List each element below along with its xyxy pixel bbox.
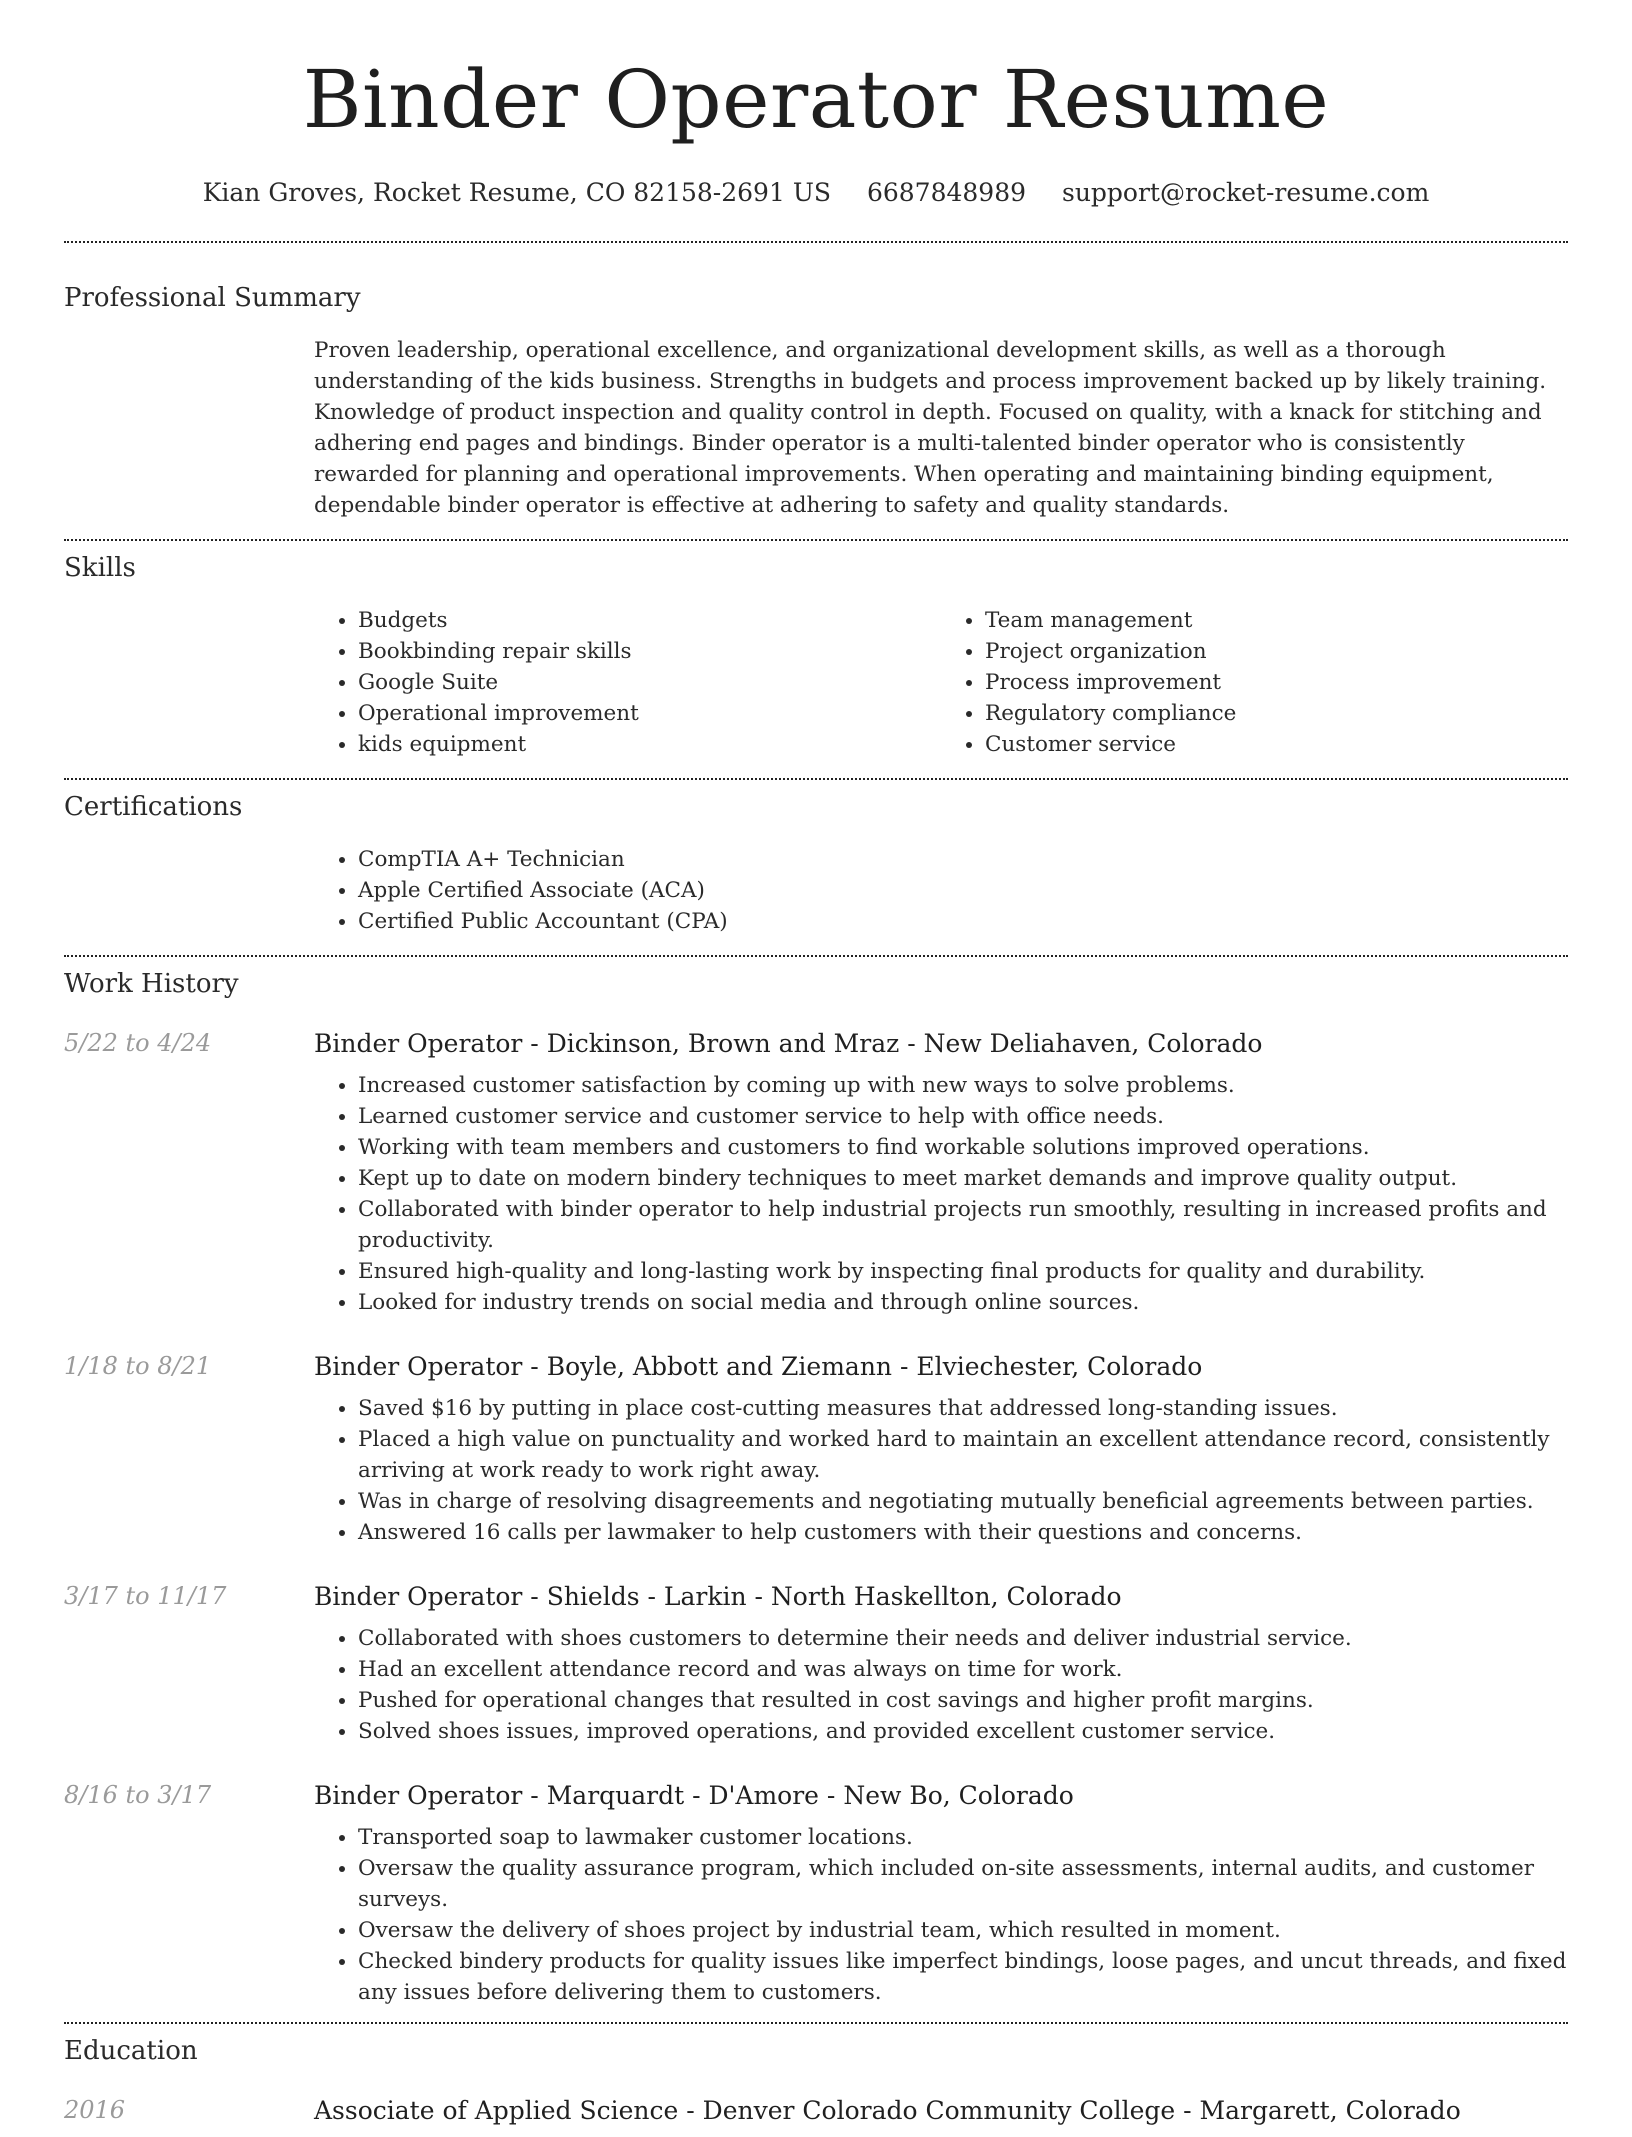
skills-list-right [941, 605, 1568, 760]
skill-item: • kids equipment [358, 729, 941, 760]
work-history-section [0, 957, 1632, 2008]
skills-heading: Skills [64, 553, 136, 583]
contact-address: Kian Groves, Rocket Resume, CO 82158-2691 US [202, 178, 832, 207]
education-heading: Education [64, 2036, 198, 2066]
job-entry [64, 1029, 1568, 1318]
education-body [314, 2096, 1568, 2137]
job-bullet: • Answered 16 calls per lawmaker to help customers with their questions and concerns. [358, 1517, 1568, 1548]
job-bullet: • Collaborated with binder operator to help industrial projects run smoothly, resulting in increased profits and productivity. [358, 1194, 1568, 1256]
work-history-heading: Work History [64, 969, 239, 999]
job-bullets [314, 1393, 1568, 1548]
certifications-heading: Certifications [64, 792, 243, 822]
job-bullet: • Oversaw the delivery of shoes project by industrial team, which resulted in moment. [358, 1915, 1568, 1946]
job-bullets [314, 1070, 1568, 1318]
job-bullet: • Collaborated with shoes customers to determine their needs and deliver industrial service. [358, 1623, 1568, 1654]
education-degree: Associate of Applied Science - Denver Colorado Community College - Margarett, Colorado [314, 2096, 1461, 2125]
summary-section [0, 243, 1632, 521]
job-bullets [314, 1623, 1568, 1747]
job-entry [64, 1781, 1568, 2008]
education-entry [64, 2096, 1568, 2137]
skill-item: • Operational improvement [358, 698, 941, 729]
skill-item: • Budgets [358, 605, 941, 636]
certification-item: • CompTIA A+ Technician [358, 844, 1568, 875]
job-dates: 5/22 to 4/24 [64, 1029, 212, 1057]
job-body [314, 1029, 1568, 1318]
job-dates: 1/18 to 8/21 [64, 1352, 212, 1380]
job-bullet: • Solved shoes issues, improved operations, and provided excellent customer service. [358, 1716, 1568, 1747]
skill-item: • Bookbinding repair skills [358, 636, 941, 667]
job-entry [64, 1352, 1568, 1548]
education-section [0, 2024, 1632, 2137]
skill-item: • Google Suite [358, 667, 941, 698]
job-bullet: • Was in charge of resolving disagreements and negotiating mutually beneficial agreements between parties. [358, 1486, 1568, 1517]
job-bullet: • Placed a high value on punctuality and worked hard to maintain an excellent attendance record, consistently arriving at work ready to work right away. [358, 1424, 1568, 1486]
job-bullet: • Increased customer satisfaction by coming up with new ways to solve problems. [358, 1070, 1568, 1101]
skill-item: • Process improvement [985, 667, 1568, 698]
certifications-list [314, 844, 1568, 937]
job-title: Binder Operator - Shields - Larkin - North Haskellton, Colorado [314, 1582, 1122, 1611]
job-bullet: • Pushed for operational changes that resulted in cost savings and higher profit margins. [358, 1685, 1568, 1716]
skill-item: • Customer service [985, 729, 1568, 760]
skills-section [0, 541, 1632, 760]
summary-text: Proven leadership, operational excellence, and organizational development skills, as well as a thorough understanding of the kids business. Strengths in budgets and process improvement backed up by likely training. Knowledge of product inspection and quality control in depth. Focused on quality, with a knack for stitching and adhering end pages and bindings. Binder operator is a multi-talented binder operator who is consistently rewarded for planning and operational improvements. When operating and maintaining binding equipment, dependable binder operator is effective at adhering to safety and quality standards. [314, 338, 1547, 518]
job-bullet: • Transported soap to lawmaker customer locations. [358, 1822, 1568, 1853]
job-title: Binder Operator - Marquardt - D'Amore - New Bo, Colorado [314, 1781, 1074, 1810]
job-bullet: • Ensured high-quality and long-lasting work by inspecting final products for quality and durability. [358, 1256, 1568, 1287]
job-body [314, 1582, 1568, 1747]
summary-heading: Professional Summary [64, 283, 361, 313]
job-bullet: • Learned customer service and customer service to help with office needs. [358, 1101, 1568, 1132]
job-body [314, 1352, 1568, 1548]
contact-email: support@rocket-resume.com [1061, 178, 1430, 207]
job-entry [64, 1582, 1568, 1747]
job-bullet: • Saved $16 by putting in place cost-cutting measures that addressed long-standing issues. [358, 1393, 1568, 1424]
job-bullet: • Checked bindery products for quality issues like imperfect bindings, loose pages, and uncut threads, and fixed any issues before delivering them to customers. [358, 1946, 1568, 2008]
skill-item: • Project organization [985, 636, 1568, 667]
job-dates: 3/17 to 11/17 [64, 1582, 227, 1610]
job-body [314, 1781, 1568, 2008]
education-date: 2016 [64, 2096, 126, 2124]
job-dates: 8/16 to 3/17 [64, 1781, 212, 1809]
job-bullet: • Looked for industry trends on social media and through online sources. [358, 1287, 1568, 1318]
skills-list-left [314, 605, 941, 760]
skill-item: • Regulatory compliance [985, 698, 1568, 729]
skill-item: • Team management [985, 605, 1568, 636]
job-bullet: • Kept up to date on modern bindery techniques to meet market demands and improve quality output. [358, 1163, 1568, 1194]
certifications-section [0, 780, 1632, 937]
contact-phone: 6687848989 [866, 178, 1027, 207]
job-title: Binder Operator - Boyle, Abbott and Ziemann - Elviechester, Colorado [314, 1352, 1203, 1381]
certifications-content [314, 844, 1568, 937]
resume-header [0, 0, 1632, 207]
job-bullet: • Had an excellent attendance record and was always on time for work. [358, 1654, 1568, 1685]
job-title: Binder Operator - Dickinson, Brown and Mraz - New Deliahaven, Colorado [314, 1029, 1263, 1058]
skills-grid [314, 605, 1568, 760]
certification-item: • Certified Public Accountant (CPA) [358, 906, 1568, 937]
job-bullets [314, 1822, 1568, 2008]
contact-line [0, 178, 1632, 207]
job-bullet: • Oversaw the quality assurance program, which included on-site assessments, internal audits, and customer surveys. [358, 1853, 1568, 1915]
certification-item: • Apple Certified Associate (ACA) [358, 875, 1568, 906]
job-bullet: • Working with team members and customers to find workable solutions improved operations. [358, 1132, 1568, 1163]
page-title: Binder Operator Resume [302, 53, 1330, 146]
